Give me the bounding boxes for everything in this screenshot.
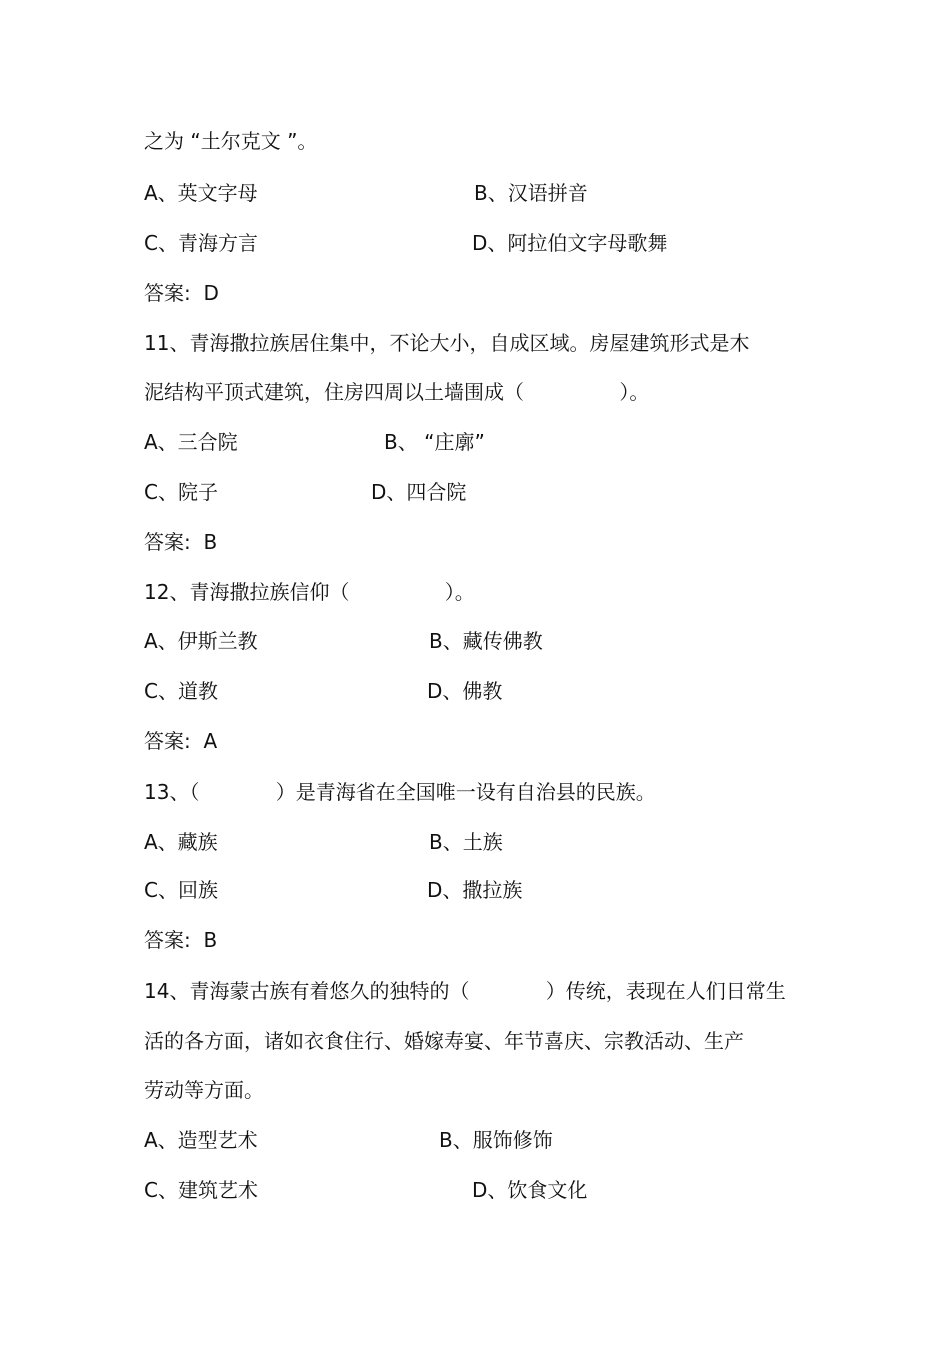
q14-text-line3: 劳动等方面。 xyxy=(144,1078,264,1102)
q11-option-d: D、四合院 xyxy=(371,480,467,504)
q13-option-b: B、土族 xyxy=(429,830,503,854)
q10-option-c: C、青海方言 xyxy=(144,231,258,255)
q12-text-line1: 12、青海撒拉族信仰（ ）。 xyxy=(144,580,475,604)
q12-answer: 答案: A xyxy=(144,729,218,753)
q12-option-b: B、藏传佛教 xyxy=(429,629,543,653)
q12-option-a: A、伊斯兰教 xyxy=(144,629,258,653)
q11-text-line2: 泥结构平顶式建筑，住房四周以土墙围成（ ）。 xyxy=(144,380,650,404)
q11-text-line1: 11、青海撒拉族居住集中，不论大小，自成区域。房屋建筑形式是木 xyxy=(144,331,750,355)
q13-answer: 答案: B xyxy=(144,928,218,952)
q10-option-b: B、汉语拼音 xyxy=(474,181,588,205)
q14-option-a: A、造型艺术 xyxy=(144,1128,258,1152)
q14-text-line1: 14、青海蒙古族有着悠久的独特的（ ）传统，表现在人们日常生 xyxy=(144,979,786,1003)
q11-option-a: A、三合院 xyxy=(144,430,238,454)
q11-option-c: C、院子 xyxy=(144,480,218,504)
q12-option-c: C、道教 xyxy=(144,679,218,703)
q10-option-a: A、英文字母 xyxy=(144,181,258,205)
q11-option-b: B、 “庄廓” xyxy=(384,430,485,454)
intro-line: 之为 “土尔克文 ”。 xyxy=(144,129,318,153)
q12-option-d: D、佛教 xyxy=(427,679,503,703)
q14-text-line2: 活的各方面，诸如衣食住行、婚嫁寿宴、年节喜庆、宗教活动、生产 xyxy=(144,1029,744,1053)
q11-answer: 答案: B xyxy=(144,530,218,554)
q14-option-b: B、服饰修饰 xyxy=(439,1128,553,1152)
q14-option-c: C、建筑艺术 xyxy=(144,1178,258,1202)
q13-option-a: A、藏族 xyxy=(144,830,218,854)
q14-option-d: D、饮食文化 xyxy=(472,1178,588,1202)
q10-option-d: D、阿拉伯文字母歌舞 xyxy=(472,231,668,255)
q13-option-c: C、回族 xyxy=(144,878,218,902)
q13-option-d: D、撒拉族 xyxy=(427,878,523,902)
q13-text-line1: 13、（ ）是青海省在全国唯一设有自治县的民族。 xyxy=(144,780,656,804)
q10-answer: 答案: D xyxy=(144,281,219,305)
